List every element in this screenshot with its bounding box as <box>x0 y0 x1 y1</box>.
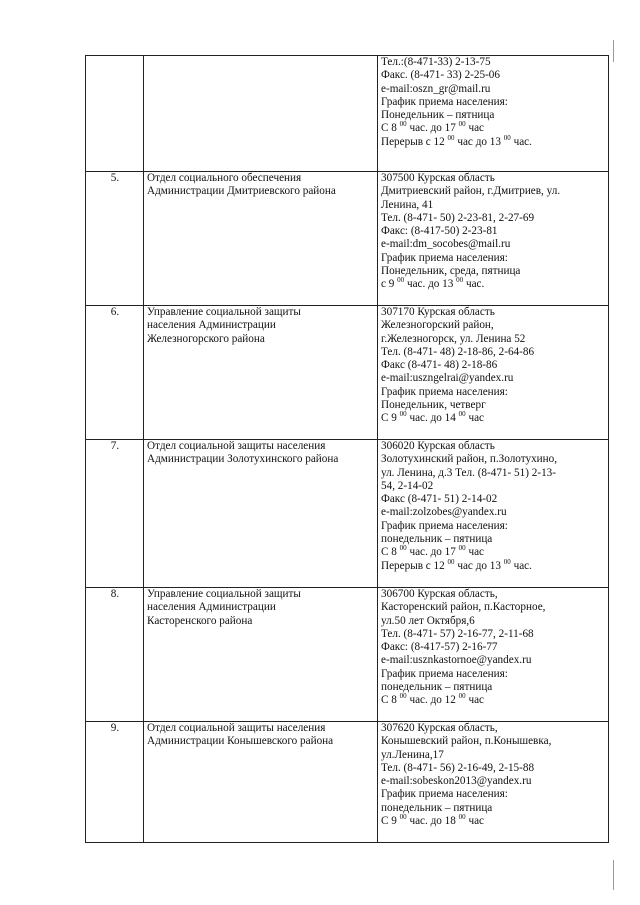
organization-name-line: населения Администрации <box>147 601 276 614</box>
contact-info-line: 307500 Курская область <box>381 172 495 184</box>
contact-info-line: График приема населения: <box>381 788 508 801</box>
row-number: 6. <box>86 306 144 440</box>
contact-info-line: Тел.:(8-471-33) 2-13-75 <box>381 56 491 68</box>
organization-name <box>144 56 378 172</box>
scan-edge-mark-bottom <box>613 860 614 890</box>
contact-info <box>378 440 609 588</box>
contact-info-line: График приема населения: <box>381 95 508 108</box>
contact-info-line: Факс (8-471- 48) 2-18-86 <box>381 359 498 372</box>
organization-name <box>144 722 378 843</box>
contact-info-line: понедельник – пятница <box>381 801 493 814</box>
contact-info <box>378 588 609 722</box>
table-row <box>86 440 609 588</box>
contact-info-line: понедельник – пятница <box>381 681 493 694</box>
contact-info-line: e-mail:uszngelrai@yandex.ru <box>381 372 514 385</box>
contact-info-line: Железногорский район, <box>381 319 494 332</box>
organization-name <box>144 306 378 440</box>
table-row <box>86 56 609 172</box>
organization-name-line: Управление социальной защиты <box>147 306 301 318</box>
contact-info-line: e-mail:sobeskon2013@yandex.ru <box>381 775 532 788</box>
organization-name-line: Отдел социальной защиты населения <box>147 440 326 452</box>
organization-name-line: Касторенского района <box>147 614 253 627</box>
organization-name-line: Отдел социального обеспечения <box>147 172 302 184</box>
contact-info-line: График приема населения: <box>381 519 508 532</box>
contact-info-line: Понедельник, среда, пятница <box>381 265 521 278</box>
contact-info-line: С 9 $^{00}$ час. до 18 $^{00}$ час <box>381 813 485 828</box>
contact-info-line: Факс (8-471- 51) 2-14-02 <box>381 493 498 506</box>
contact-info-line: Касторенский район, п.Касторное, <box>381 601 546 614</box>
organization-name-line: Управление социальной защиты <box>147 588 301 600</box>
contact-info-line: Тел. (8-471- 48) 2-18-86, 2-64-86 <box>381 345 535 358</box>
contact-info-line: 307620 Курская область, <box>381 722 498 734</box>
row-number: 7. <box>86 440 144 588</box>
contact-info-line: ул.50 лет Октября,6 <box>381 614 475 627</box>
contact-info-line: Факс. (8-471- 33) 2-25-06 <box>381 69 500 82</box>
contact-info-line: Факс: (8-417-50) 2-23-81 <box>381 225 498 238</box>
contact-info <box>378 306 609 440</box>
contact-info-line: 307170 Курская область <box>381 306 495 318</box>
contact-info-line: Тел. (8-471- 57) 2-16-77, 2-11-68 <box>381 627 534 640</box>
contact-info-line: 306700 Курская область, <box>381 588 498 600</box>
contact-info-line: e-mail:usznkastornoe@yandex.ru <box>381 654 532 667</box>
organization-name-line: Администрации Золотухинского района <box>147 453 339 466</box>
contacts-table-body <box>86 56 609 843</box>
organization-name-line: Администрации Конышевского района <box>147 735 334 748</box>
row-number: 5. <box>86 172 144 306</box>
contact-info-line: Золотухинский район, п.Золотухино, <box>381 453 558 466</box>
contact-info-line: понедельник – пятница <box>381 533 493 546</box>
organization-name-line: Отдел социальной защиты населения <box>147 722 326 734</box>
contact-info-line: График приема населения: <box>381 385 508 398</box>
table-row <box>86 172 609 306</box>
contact-info-line: График приема населения: <box>381 667 508 680</box>
contact-info-line: С 8 $^{00}$ час. до 17 $^{00}$ час <box>381 544 485 559</box>
row-number: 8. <box>86 588 144 722</box>
contact-info-line: С 9 $^{00}$ час. до 14 $^{00}$ час <box>381 410 485 425</box>
contact-info-line: Тел. (8-471- 56) 2-16-49, 2-15-88 <box>381 761 535 774</box>
row-number <box>86 56 144 172</box>
contact-info <box>378 172 609 306</box>
contact-info-line: Конышевский район, п.Конышевка, <box>381 735 552 748</box>
contact-info-line: Перерыв с 12 $^{00}$ час до 13 $^{00}$ час. <box>381 133 532 148</box>
contact-info-line: Ленина, 41 <box>381 198 434 211</box>
organization-name <box>144 588 378 722</box>
contact-info-line: 306020 Курская область <box>381 440 495 452</box>
contact-info-line: С 8 $^{00}$ час. до 12 $^{00}$ час <box>381 692 485 707</box>
contact-info-line: С 8 $^{00}$ час. до 17 $^{00}$ час <box>381 120 485 135</box>
table-row <box>86 722 609 843</box>
scan-edge-mark-top <box>613 40 614 62</box>
table-row <box>86 588 609 722</box>
contact-info-line: Понедельник – пятница <box>381 109 495 122</box>
contact-info-line: 54, 2-14-02 <box>381 479 434 492</box>
contact-info-line: e-mail:zolzobes@yandex.ru <box>381 506 507 519</box>
contact-info-line: г.Железногорск, ул. Ленина 52 <box>381 332 526 345</box>
contact-info-line: с 9 $^{00}$ час. до 13 $^{00}$ час. <box>381 276 485 291</box>
organization-name-line: Администрации Дмитриевского района <box>147 185 336 198</box>
contact-info-line: Факс: (8-417-57) 2-16-77 <box>381 641 498 654</box>
contacts-table <box>85 55 609 843</box>
contact-info-line: ул.Ленина,17 <box>381 748 444 761</box>
contact-info-line: ул. Ленина, д.3 Тел. (8-471- 51) 2-13- <box>381 466 556 479</box>
row-number: 9. <box>86 722 144 843</box>
contact-info <box>378 56 609 172</box>
contact-info-line: e-mail:oszn_gr@mail.ru <box>381 82 491 95</box>
contact-info-line: Дмитриевский район, г.Дмитриев, ул. <box>381 185 561 198</box>
organization-name-line: населения Администрации <box>147 319 276 332</box>
contact-info-line: График приема населения: <box>381 251 508 264</box>
contact-info-line: e-mail:dm_socobes@mail.ru <box>381 238 511 251</box>
organization-name <box>144 172 378 306</box>
table-row <box>86 306 609 440</box>
contact-info-line: Понедельник, четверг <box>381 399 486 412</box>
contact-info-line: Тел. (8-471- 50) 2-23-81, 2-27-69 <box>381 211 535 224</box>
contact-info-line: Перерыв с 12 $^{00}$ час до 13 $^{00}$ час. <box>381 557 532 572</box>
contact-info <box>378 722 609 843</box>
organization-name <box>144 440 378 588</box>
organization-name-line: Железногорского района <box>147 332 265 345</box>
